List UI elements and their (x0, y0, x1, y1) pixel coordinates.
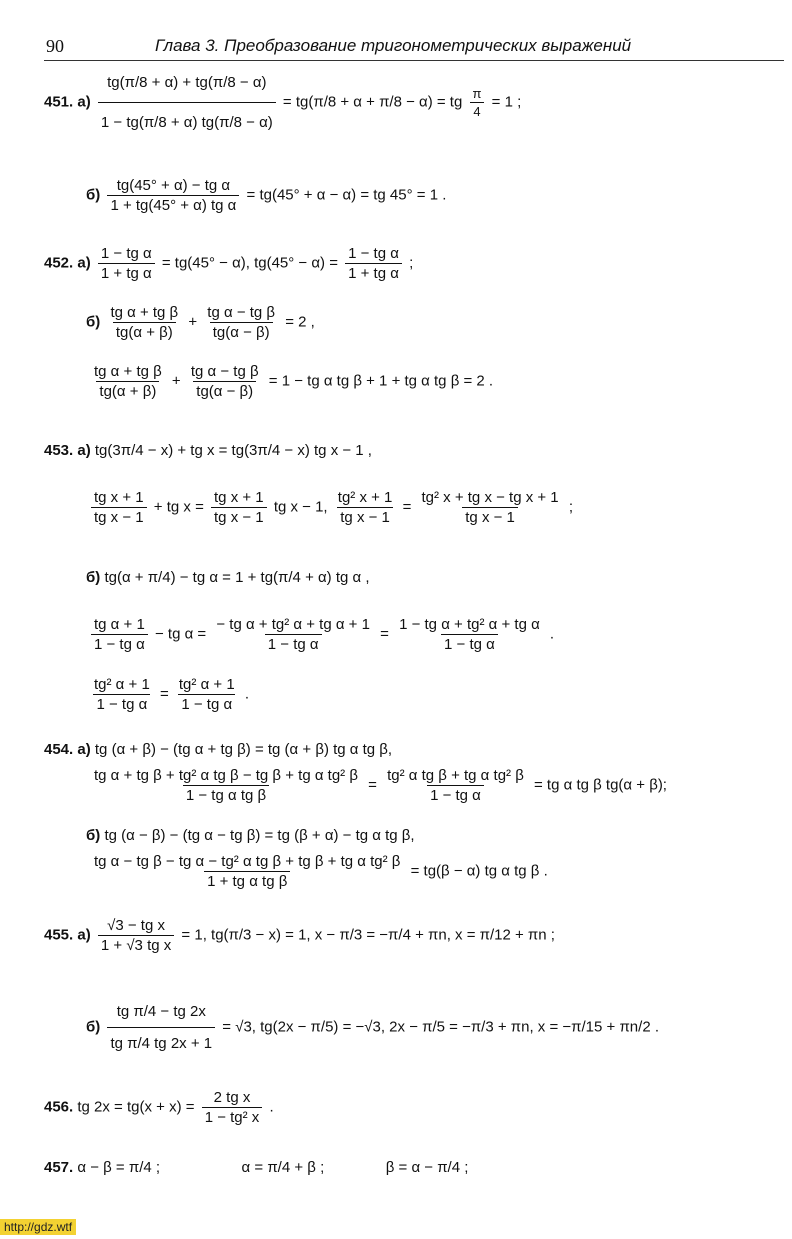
fraction (91, 490, 147, 525)
fraction (345, 246, 402, 281)
watermark: http://gdz.wtf (0, 1219, 76, 1235)
part-label: а) (77, 926, 91, 944)
numerator: tg² α + 1 (178, 676, 235, 693)
part-label: б) (86, 569, 101, 586)
numerator: 1 − tg α (348, 245, 399, 262)
numerator: tg α − tg β (190, 363, 259, 380)
fraction (91, 677, 153, 712)
numerator: 1 − tg α + tg² α + tg α (399, 616, 540, 633)
problem-456 (44, 1090, 274, 1125)
mid: − tg α = (154, 625, 207, 643)
problem-453b-result (88, 677, 249, 712)
denominator: tg x − 1 (91, 507, 147, 525)
numerator: tg² α + 1 (94, 676, 150, 693)
problem-453b-step (88, 617, 554, 652)
end: ; (568, 498, 573, 516)
header-rule (44, 60, 784, 61)
fraction (176, 677, 238, 712)
numerator: tg² x + tg x − tg x + 1 (421, 489, 559, 506)
numerator: tg x + 1 (94, 489, 144, 506)
denominator: tg(α − β) (193, 381, 256, 399)
numerator: π (472, 86, 482, 101)
numerator: tg(45° + α) − tg α (116, 177, 231, 194)
equals: = (402, 498, 412, 516)
fraction (188, 364, 262, 399)
fraction (98, 246, 155, 281)
rest: = √3, tg(2x − π/5) = −√3, 2x − π/5 = −π/3 + πn, x = −π/15 + πn/2 . (222, 1018, 659, 1036)
part-label: б) (86, 313, 101, 331)
fraction (91, 364, 165, 399)
fraction (107, 1004, 215, 1051)
fraction (107, 305, 181, 340)
fraction (204, 305, 278, 340)
numerator: tg α + tg β + tg² α tg β − tg β + tg α tg² β (94, 767, 358, 784)
numerator: − tg α + tg² α + tg α + 1 (216, 616, 370, 633)
fraction (211, 490, 267, 525)
fraction (107, 178, 239, 213)
numerator: tg² α tg β + tg α tg² β (387, 767, 524, 784)
problem-451b (86, 178, 446, 213)
denominator: 1 − tg α (93, 694, 150, 712)
problem-455a (44, 918, 555, 953)
mid: + tg x = (153, 498, 204, 516)
fraction (91, 768, 361, 803)
fraction (384, 768, 527, 803)
mid2: tg x − 1, (273, 498, 328, 516)
numerator: 2 tg x (213, 1089, 251, 1106)
part-label: а) (77, 442, 91, 459)
numerator: tg α + tg β (110, 304, 179, 321)
rest: = 1, tg(π/3 − x) = 1, x − π/3 = −π/4 + πn, x = π/12 + πn ; (181, 926, 555, 944)
numerator: √3 − tg x (107, 917, 165, 934)
problem-453a (44, 443, 372, 458)
fraction (202, 1090, 263, 1125)
chapter-title: Глава 3. Преобразование тригонометрических выражений (155, 36, 632, 55)
fraction (335, 490, 396, 525)
denominator: 1 − tg α (427, 785, 484, 803)
problem-451a (44, 75, 521, 130)
problem-454b-step (88, 854, 548, 889)
numerator: tg π/4 − tg 2x (116, 1003, 206, 1020)
numerator: tg α + tg β (94, 363, 162, 380)
problem-457 (44, 1160, 468, 1175)
equation: tg(α + π/4) − tg α = 1 + tg(π/4 + α) tg α , (104, 569, 370, 586)
problem-453b (86, 570, 370, 585)
end: = 2 , (285, 313, 315, 331)
denominator: tg(α + β) (113, 322, 176, 340)
problem-number: 451. (44, 93, 74, 111)
problem-454a (44, 742, 392, 757)
end: = tg α tg β tg(α + β); (534, 776, 667, 794)
plus: + (171, 372, 181, 390)
problem-452a (44, 246, 413, 281)
fraction (98, 918, 174, 953)
problem-number: 456. (44, 1098, 74, 1116)
equation: tg (α + β) − (tg α + tg β) = tg (α + β) tg α tg β, (94, 741, 393, 758)
equals: = (159, 685, 169, 703)
fraction (419, 490, 562, 525)
denominator: tg(α + β) (96, 381, 159, 399)
fraction (396, 617, 543, 652)
end: . (549, 625, 555, 643)
fraction (91, 617, 148, 652)
term-3: β = α − π/4 ; (385, 1159, 469, 1176)
equals: = (380, 625, 389, 643)
denominator: 1 − tg(π/8 + α) tg(π/8 − α) (98, 102, 276, 130)
plus: + (188, 313, 198, 331)
numerator: tg α − tg β − tg α − tg² α tg β + tg β + tg α tg² β (94, 853, 401, 870)
part-label: б) (86, 827, 101, 844)
denominator: 1 + tg α (345, 263, 402, 281)
middle: = tg(45° − α), tg(45° − α) = (161, 254, 338, 272)
equation: tg(3π/4 − x) + tg x = tg(3π/4 − x) tg x − 1 , (94, 442, 372, 459)
numerator: tg² x + 1 (337, 489, 393, 506)
fraction (469, 87, 484, 118)
numerator: tg x + 1 (214, 489, 264, 506)
denominator: 1 + tg(45° + α) tg α (107, 195, 239, 213)
problem-number: 452. (44, 254, 74, 272)
numerator: tg α + 1 (94, 616, 145, 633)
equation: tg (α − β) − (tg α − tg β) = tg (β + α) − tg α tg β, (104, 827, 415, 844)
part-label: а) (77, 741, 91, 758)
end: = tg(β − α) tg α tg β . (410, 862, 548, 880)
numerator: tg α − tg β (207, 304, 276, 321)
problem-number: 454. (44, 741, 74, 758)
problem-number: 457. (44, 1159, 74, 1176)
denominator: tg(α − β) (210, 322, 273, 340)
part-label: б) (86, 186, 101, 204)
problem-454b (86, 828, 415, 843)
term-1: α − β = π/4 ; (77, 1159, 161, 1176)
problem-455b (86, 1004, 659, 1051)
lhs: tg 2x = tg(x + x) = (77, 1098, 195, 1116)
denominator: tg x − 1 (462, 507, 518, 525)
denominator: tg π/4 tg 2x + 1 (107, 1027, 215, 1051)
numerator: tg(π/8 + α) + tg(π/8 − α) (107, 74, 267, 91)
equals: = (368, 776, 377, 794)
rhs: = tg(45° + α − α) = tg 45° = 1 . (246, 186, 447, 204)
rhs-end: = 1 ; (491, 93, 522, 111)
end: = 1 − tg α tg β + 1 + tg α tg β = 2 . (268, 372, 494, 390)
part-label: а) (77, 254, 91, 272)
problem-number: 453. (44, 442, 74, 459)
numerator: 1 − tg α (100, 245, 152, 262)
end: . (269, 1098, 274, 1116)
denominator: tg x − 1 (211, 507, 267, 525)
denominator: 1 − tg α (178, 694, 235, 712)
denominator: 1 − tg α (265, 634, 322, 652)
denominator: 1 + √3 tg x (98, 935, 174, 953)
problem-453a-step (88, 490, 573, 525)
denominator: 1 − tg α tg β (183, 785, 269, 803)
end: ; (409, 254, 414, 272)
denominator: 4 (470, 102, 483, 118)
problem-number: 455. (44, 926, 74, 944)
denominator: 1 + tg α (98, 263, 155, 281)
rhs: = tg(π/8 + α + π/8 − α) = tg (282, 93, 463, 111)
denominator: 1 + tg α tg β (204, 871, 290, 889)
problem-452b (86, 305, 315, 340)
fraction (98, 75, 276, 130)
denominator: 1 − tg α (91, 634, 148, 652)
page-number: 90 (46, 36, 64, 56)
problem-454a-step (88, 768, 667, 803)
fraction (91, 854, 403, 889)
part-label: б) (86, 1018, 101, 1036)
denominator: tg x − 1 (337, 507, 393, 525)
denominator: 1 − tg α (441, 634, 498, 652)
end: . (244, 685, 250, 703)
denominator: 1 − tg² x (202, 1107, 263, 1125)
term-2: α = π/4 + β ; (241, 1159, 325, 1176)
part-label: а) (77, 93, 91, 111)
fraction (213, 617, 373, 652)
problem-452-result (88, 364, 493, 399)
